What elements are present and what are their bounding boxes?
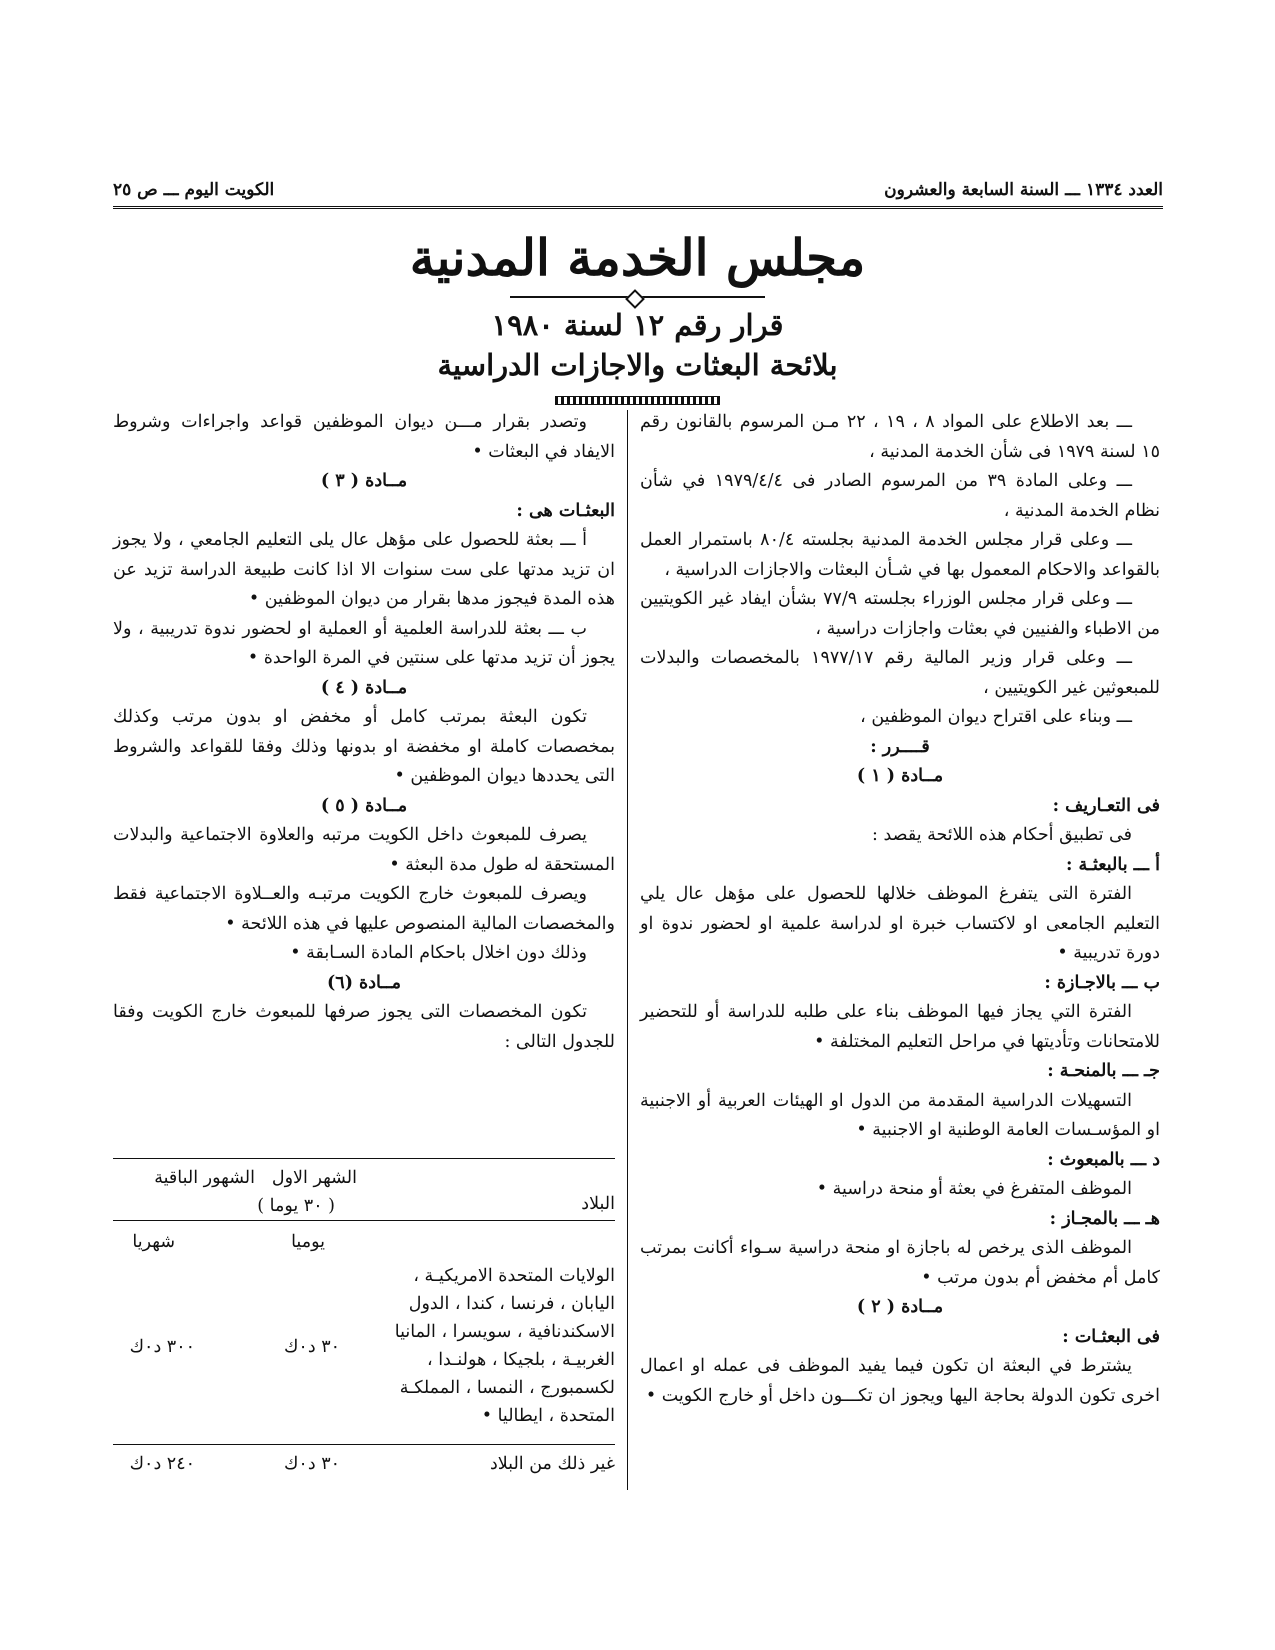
right-column xyxy=(640,408,1160,1411)
body-paragraph: يشترط في البعثة ان تكون فيما يفيد الموظف فى عمله او اعمال اخرى تكون الدولة بحاجة اليها ويجوز ان تكـــون داخل أو خارج الكويت • xyxy=(640,1356,1160,1406)
table-rule-row xyxy=(113,1444,615,1445)
definition-text: الفترة التى يتفرغ الموظف خلالها للحصول على مؤهل عال يلي التعليم الجامعى او لاكتساب خبرة او لدراسة علمية او لحضور ندوة او دورة تدريبية • xyxy=(640,884,1160,963)
body-paragraph: وذلك دون اخلال باحكام المادة السـابقة • xyxy=(290,943,587,963)
preamble-paragraph: ـــ بعد الاطلاع على المواد ٨ ، ١٩ ، ٢٢ مـن المرسوم بالقانون رقم ١٥ لسنة ١٩٧٩ فى شأن الخدمة المدنية ، xyxy=(640,412,1160,462)
header-rule xyxy=(113,206,1163,209)
decree-subject: بلائحة البعثات والاجازات الدراسية xyxy=(437,348,838,382)
country-line: الاسكندنافية ، سويسرا ، المانيا xyxy=(394,1322,615,1342)
subheader-daily: يوميا xyxy=(291,1232,325,1252)
body-paragraph: ويصرف للمبعوث خارج الكويت مرتبـه والعــلاوة الاجتماعية فقط والمخصصات المالية المنصوص عليها في هذه اللائحة • xyxy=(113,884,615,934)
body-paragraph: يصرف للمبعوث داخل الكويت مرتبه والعلاوة الاجتماعية والبدلات المستحقة له طول مدة البعثة • xyxy=(113,825,615,875)
article-heading: مــادة ( ٢ ) xyxy=(856,1297,944,1317)
preamble-paragraph: ـــ وعلى قرار وزير المالية رقم ١٩٧٧/١٧ بالمخصصات والبدلات للمبعوثين غير الكويتيين ، xyxy=(640,648,1160,698)
country-line: لكسمبورج ، النمسا ، المملكـة xyxy=(399,1378,615,1398)
country-line: اليابان ، فرنسا ، كندا ، الدول xyxy=(408,1294,615,1314)
header-country: البلاد xyxy=(581,1194,615,1214)
body-paragraph: تكون البعثة بمرتب كامل أو مخفض او بدون مرتب وكذلك بمخصصات كاملة او مخفضة او بدونها وذلك وفقا للقواعد والشروط التى يحددها ديوان الموظفين • xyxy=(113,707,615,786)
article-heading: مــادة (٦) xyxy=(327,972,401,993)
country-line: المتحدة ، ايطاليا • xyxy=(481,1406,615,1426)
left-column xyxy=(113,408,615,1057)
subheader-monthly: شهريا xyxy=(132,1232,175,1252)
header-first-month-days: ( ٣٠ يوما ) xyxy=(257,1196,335,1216)
section-heading: فى البعثـات : xyxy=(1062,1326,1160,1347)
ornament-divider xyxy=(510,296,765,298)
body-paragraph: وتصدر بقرار مـــن ديوان الموظفين قواعد واجراءات وشروط الايفاد في البعثات • xyxy=(113,412,615,462)
article-heading: مــادة ( ٣ ) xyxy=(320,471,408,491)
definition-heading: جـ ـــ بالمنحـة : xyxy=(1047,1061,1160,1081)
preamble-paragraph: ـــ وعلى قرار مجلس الخدمة المدنية بجلسته ٨٠/٤ باستمرار العمل بالقواعد والاحكام المعمول بها في شـأن البعثات والاجازات الدراسية ، xyxy=(640,530,1160,580)
row-monthly-value: ٣٠٠ د٠ك xyxy=(129,1337,195,1357)
preamble-paragraph: ـــ وعلى قرار مجلس الوزراء بجلسته ٧٧/٩ بشأن ايفاد غير الكويتيين من الاطباء والفنيين في بعثات واجازات دراسية ، xyxy=(640,589,1160,639)
row-monthly-value: ٢٤٠ د٠ك xyxy=(129,1454,195,1474)
column-rule xyxy=(627,410,628,1490)
definition-text: الموظف المتفرغ في بعثة أو منحة دراسية • xyxy=(816,1179,1132,1199)
body-paragraph: فى تطبيق أحكام هذه اللائحة يقصد : xyxy=(872,825,1132,845)
header-remaining-months: الشهور الباقية xyxy=(154,1168,255,1188)
definition-heading: هـ ـــ بالمجـاز : xyxy=(1049,1208,1160,1229)
country-line: الولايات المتحدة الامريكيـة ، xyxy=(413,1266,615,1286)
article-heading: مــادة ( ٤ ) xyxy=(320,677,408,698)
definition-heading: أ ـــ بالبعثـة : xyxy=(1065,854,1160,875)
body-paragraph: تكون المخصصات التى يجوز صرفها للمبعوث خارج الكويت وفقا للجدول التالى : xyxy=(113,1002,615,1052)
definition-heading: ب ـــ بالاجـازة : xyxy=(1044,972,1160,993)
body-paragraph: ب ـــ بعثة للدراسة العلمية أو العملية او لحضور ندوة تدريبية ، ولا يجوز أن تزيد مدتها على سنتين في المرة الواحدة • xyxy=(113,618,615,668)
preamble-paragraph: ـــ وبناء على اقتراح ديوان الموظفين ، xyxy=(860,707,1132,727)
section-heading: فى التعـاريف : xyxy=(1052,795,1160,816)
other-countries-label: غير ذلك من البلاد xyxy=(489,1454,615,1474)
paper-page-info: الكويت اليوم ـــ ص ٢٥ xyxy=(113,180,275,200)
table-row-country xyxy=(363,1262,615,1430)
running-header xyxy=(113,178,1163,202)
definition-heading: د ـــ بالمبعوث : xyxy=(1047,1149,1160,1170)
decided-heading: قــــرر : xyxy=(870,736,930,757)
article-heading: مــادة ( ١ ) xyxy=(856,766,944,786)
article-heading: مــادة ( ٥ ) xyxy=(320,795,408,816)
table-rule-header xyxy=(113,1220,615,1221)
decree-title: قرار رقم ١٢ لسنة ١٩٨٠ xyxy=(491,308,784,342)
issue-info: العدد ١٣٣٤ ـــ السنة السابعة والعشرون xyxy=(884,180,1163,200)
row-daily-value: ٣٠ د٠ك xyxy=(283,1337,340,1357)
ornament-band xyxy=(555,396,720,405)
country-line: الغربيـة ، بلجيكا ، هولنـدا ، xyxy=(426,1350,615,1370)
row-daily-value: ٣٠ د٠ك xyxy=(283,1454,340,1474)
definition-text: الفترة التي يجاز فيها الموظف بناء على طلبه للدراسة أو للتحضير للامتحانات وتأديتها في مراحل التعليم المختلفة • xyxy=(640,1002,1160,1052)
masthead: مجلس الخدمة المدنية xyxy=(409,228,866,287)
section-heading: البعثـات هى : xyxy=(516,500,615,521)
definition-text: الموظف الذى يرخص له باجازة او منحة دراسية سـواء أكانت بمرتب كامل أم مخفض أم بدون مرتب • xyxy=(640,1238,1160,1288)
preamble-paragraph: ـــ وعلى المادة ٣٩ من المرسوم الصادر فى ١٩٧٩/٤/٤ في شأن نظام الخدمة المدنية ، xyxy=(640,471,1160,521)
definition-text: التسهيلات الدراسية المقدمة من الدول او الهيئات العربية أو الاجنبية او المؤسـسات العامة الوطنية او الاجنبية • xyxy=(640,1090,1160,1140)
table-rule-top xyxy=(113,1158,615,1159)
body-paragraph: أ ـــ بعثة للحصول على مؤهل عال يلى التعليم الجامعي ، ولا يجوز ان تزيد مدتها على ست سنوات الا اذا كانت طبيعة الدراسة تزيد عن هذه المدة فيجوز مدها بقرار من ديوان الموظفين • xyxy=(113,530,615,609)
header-first-month: الشهر الاول xyxy=(271,1168,357,1188)
